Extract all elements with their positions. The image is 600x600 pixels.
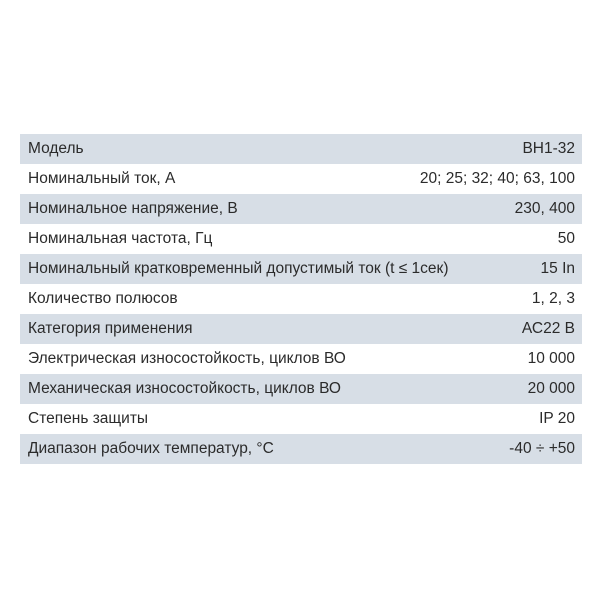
spec-label: Категория применения	[28, 320, 193, 337]
spec-value: 20; 25; 32; 40; 63, 100	[419, 170, 575, 187]
spec-label: Механическая износостойкость, циклов ВО	[28, 380, 341, 397]
spec-value: 10 000	[527, 350, 575, 367]
spec-row-temperature-range	[20, 434, 582, 464]
spec-row-utilization-category	[20, 314, 582, 344]
spec-row-rated-current	[20, 164, 582, 194]
spec-label: Номинальное напряжение, В	[28, 200, 238, 217]
spec-value: IP 20	[539, 410, 575, 427]
spec-label: Степень защиты	[28, 410, 149, 427]
spec-label: Номинальная частота, Гц	[28, 230, 213, 247]
spec-row-short-time-current	[20, 254, 582, 284]
spec-row-rated-voltage	[20, 194, 582, 224]
spec-row-model	[20, 134, 582, 164]
spec-value: 15 In	[540, 260, 575, 277]
spec-value: 230, 400	[514, 200, 575, 217]
spec-label: Номинальный кратковременный допустимый ток (t ≤ 1сек)	[28, 260, 449, 277]
spec-row-protection-degree	[20, 404, 582, 434]
spec-value: АС22 В	[521, 320, 575, 337]
spec-row-rated-frequency	[20, 224, 582, 254]
spec-label: Электрическая износостойкость, циклов ВО	[28, 350, 346, 367]
spec-label: Номинальный ток, А	[28, 170, 176, 187]
spec-row-poles	[20, 284, 582, 314]
spec-row-mechanical-endurance	[20, 374, 582, 404]
spec-value: ВН1-32	[522, 140, 575, 157]
spec-label: Диапазон рабочих температур, °С	[28, 440, 274, 457]
spec-value: 50	[557, 230, 575, 247]
spec-row-electrical-endurance	[20, 344, 582, 374]
spec-value: 1, 2, 3	[531, 290, 575, 307]
spec-value: 20 000	[527, 380, 575, 397]
spec-label: Количество полюсов	[28, 290, 178, 307]
spec-value: -40 ÷ +50	[509, 440, 575, 457]
spec-table	[20, 134, 582, 464]
spec-label: Модель	[28, 140, 84, 157]
